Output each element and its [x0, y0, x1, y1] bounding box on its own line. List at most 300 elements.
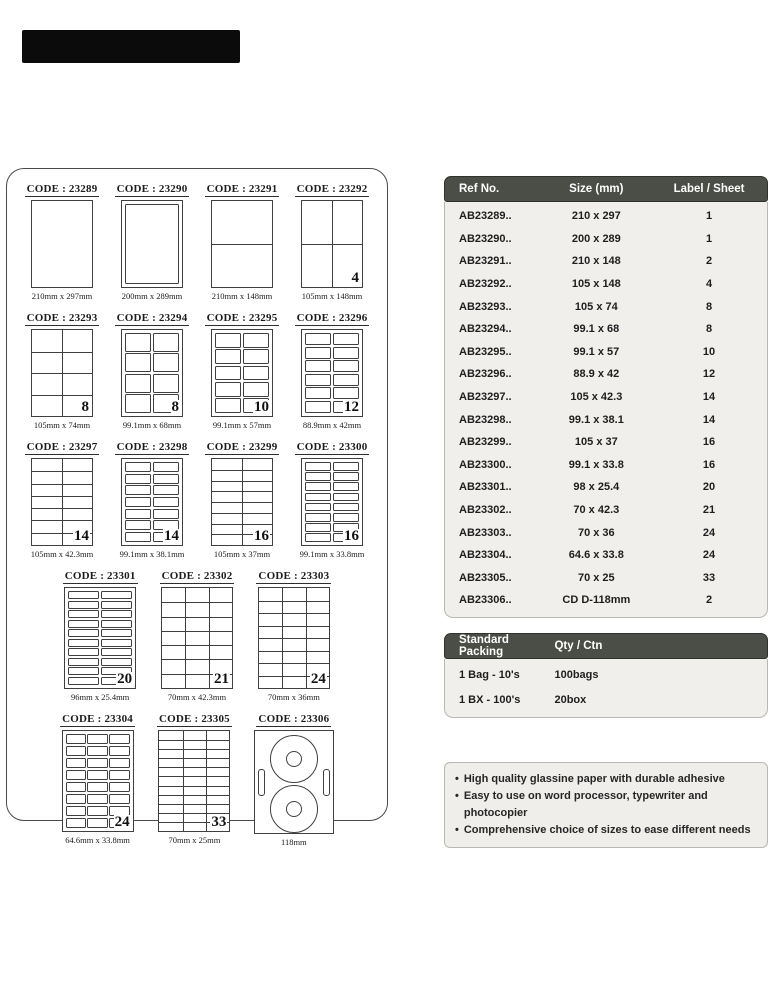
label-cell — [66, 806, 86, 816]
label-cell — [183, 813, 206, 822]
label-diagram-23291 — [197, 183, 287, 301]
table-row — [445, 589, 767, 612]
header-ref-no: Ref No. — [459, 183, 500, 195]
label-cell — [159, 758, 182, 767]
label-diagram-23304 — [60, 713, 135, 847]
label-cell — [333, 360, 359, 372]
cell-ref-no: AB23290.. — [459, 232, 512, 245]
table-row — [445, 228, 767, 251]
label-cell — [183, 731, 206, 740]
label-sheet-grid — [121, 329, 183, 417]
diagram-code: CODE : 23304 — [62, 713, 133, 725]
label-cell — [305, 374, 331, 386]
cell-ref-no: AB23293.. — [459, 300, 512, 313]
table-row — [445, 386, 767, 409]
label-cell — [68, 591, 99, 599]
cell-size: 64.6 x 33.8 — [568, 549, 624, 562]
header-size-mm: Size (mm) — [569, 183, 624, 195]
diagram-code: CODE : 23306 — [258, 713, 330, 725]
diagram-row — [7, 713, 387, 847]
header-standard-packing: Standard Packing — [459, 634, 509, 658]
label-cell — [68, 677, 99, 685]
cell-label-sheet: 4 — [705, 278, 713, 291]
label-cell — [159, 731, 182, 740]
label-cell — [162, 645, 185, 659]
label-cell — [206, 740, 229, 749]
label-cell — [209, 617, 232, 631]
cell-ref-no: AB23291.. — [459, 255, 512, 268]
label-cell — [332, 201, 362, 244]
cell-size: 99.1 x 68 — [573, 323, 620, 336]
label-count: 8 — [171, 399, 179, 415]
label-cell — [101, 629, 132, 637]
label-diagram-23294 — [107, 312, 197, 430]
diagram-row — [7, 570, 387, 702]
cell-ref-no: AB23304.. — [459, 549, 512, 562]
cell-size: 70 x 25 — [577, 571, 615, 584]
diagram-row — [7, 312, 387, 430]
label-cell — [183, 758, 206, 767]
cell-qty-ctn: 100bags — [554, 668, 599, 681]
table-row — [445, 544, 767, 567]
cell-ref-no: AB23296.. — [459, 368, 512, 381]
packing-table-body — [444, 659, 768, 718]
label-cell — [206, 749, 229, 758]
cell-label-sheet: 8 — [705, 300, 713, 313]
label-sheet-cd — [254, 730, 334, 834]
diagram-dimensions: 88.9mm x 42mm — [302, 420, 362, 430]
diagram-dimensions: 70mm x 36mm — [267, 692, 320, 702]
label-cell — [125, 497, 151, 507]
label-cell — [125, 532, 151, 542]
label-sheet-grid — [211, 200, 273, 288]
label-cell — [101, 591, 132, 599]
size-table — [444, 176, 768, 618]
label-cell — [306, 626, 329, 639]
label-cell — [62, 471, 92, 483]
label-cell — [259, 613, 282, 626]
label-cell — [66, 758, 86, 768]
diagram-code: CODE : 23299 — [206, 441, 278, 453]
size-table-header — [444, 176, 768, 202]
cell-ref-no: AB23289.. — [459, 210, 512, 223]
label-cell — [185, 645, 208, 659]
label-cell — [259, 676, 282, 689]
feature-item: • Easy to use on word processor, typewriter and photocopier — [455, 788, 757, 822]
cell-label-sheet: 24 — [702, 549, 716, 562]
label-cell — [32, 471, 62, 483]
label-diagram-23305 — [157, 713, 232, 847]
label-cell — [68, 639, 99, 647]
label-sheet-grid — [121, 200, 183, 288]
packing-table — [444, 633, 768, 718]
label-cell — [32, 533, 62, 545]
label-cell — [32, 330, 62, 352]
label-cell — [206, 804, 229, 813]
label-cell — [305, 482, 331, 491]
label-cell — [162, 659, 185, 673]
diagram-dimensions: 118mm — [281, 837, 307, 847]
cd-hole-icon — [286, 801, 302, 817]
redaction-bar — [22, 30, 240, 63]
label-cell — [282, 638, 305, 651]
label-cell — [62, 484, 92, 496]
label-diagram-23300 — [287, 441, 377, 559]
label-cell — [333, 347, 359, 359]
label-sheet-grid — [211, 458, 273, 546]
label-cell — [66, 794, 86, 804]
label-cell — [62, 459, 92, 471]
label-cell — [243, 349, 269, 364]
table-row — [445, 454, 767, 477]
label-diagram-23302 — [160, 570, 235, 702]
label-cell — [212, 459, 242, 470]
label-cell — [183, 767, 206, 776]
label-cell — [153, 333, 179, 352]
label-cell — [68, 648, 99, 656]
cell-label-sheet: 14 — [702, 391, 716, 404]
cell-ref-no: AB23292.. — [459, 278, 512, 291]
label-cell — [212, 513, 242, 524]
label-count: 8 — [81, 399, 89, 415]
label-cell — [209, 631, 232, 645]
label-cell — [282, 601, 305, 614]
label-cell — [32, 496, 62, 508]
label-cell — [101, 658, 132, 666]
label-cell — [101, 648, 132, 656]
label-cell — [306, 638, 329, 651]
label-cell — [159, 767, 182, 776]
label-cell — [87, 770, 107, 780]
label-cell — [125, 520, 151, 530]
label-cell — [209, 645, 232, 659]
diagram-row — [7, 441, 387, 559]
label-cell — [206, 795, 229, 804]
diagram-code: CODE : 23289 — [26, 183, 98, 195]
label-cell — [32, 484, 62, 496]
label-count: 24 — [310, 671, 326, 687]
label-cell — [333, 513, 359, 522]
label-cell — [305, 333, 331, 345]
label-diagram-23292 — [287, 183, 377, 301]
label-cell — [183, 749, 206, 758]
label-cell — [282, 588, 305, 601]
diagram-dimensions: 105mm x 74mm — [33, 420, 91, 430]
label-cell — [206, 731, 229, 740]
label-count: 33 — [211, 814, 227, 830]
label-cell — [305, 401, 331, 413]
label-diagram-23295 — [197, 312, 287, 430]
cd-disc-icon — [270, 735, 318, 783]
label-sheet-grid — [31, 329, 93, 417]
label-cell — [305, 387, 331, 399]
label-count: 16 — [254, 528, 269, 544]
cd-side-tab — [258, 769, 265, 796]
label-cell — [68, 658, 99, 666]
table-row — [445, 567, 767, 590]
header-qty-ctn: Qty / Ctn — [554, 640, 603, 652]
label-count: 10 — [254, 399, 269, 415]
label-cell — [333, 387, 359, 399]
label-cell — [125, 333, 151, 352]
label-cell — [212, 524, 242, 535]
label-cell — [305, 472, 331, 481]
cell-qty-ctn: 20box — [554, 693, 587, 706]
cell-size: 105 x 42.3 — [570, 391, 623, 404]
label-cell — [62, 330, 92, 352]
label-cell — [333, 503, 359, 512]
label-cell — [183, 786, 206, 795]
label-sheet-grid — [62, 730, 134, 832]
diagram-code: CODE : 23301 — [64, 570, 136, 582]
label-cell — [159, 813, 182, 822]
label-cell — [162, 674, 185, 688]
label-cell — [212, 201, 272, 244]
label-cell — [162, 602, 185, 616]
cell-label-sheet: 24 — [702, 526, 716, 539]
cell-ref-no: AB23306.. — [459, 594, 512, 607]
label-cell — [185, 631, 208, 645]
label-cell — [66, 734, 86, 744]
label-cell — [62, 352, 92, 374]
label-sheet-grid — [301, 329, 363, 417]
diagram-code: CODE : 23291 — [206, 183, 278, 195]
label-cell — [259, 626, 282, 639]
label-cell — [185, 617, 208, 631]
label-cell — [62, 373, 92, 395]
cell-ref-no: AB23301.. — [459, 481, 512, 494]
diagram-dimensions: 105mm x 42.3mm — [30, 549, 94, 559]
cell-label-sheet: 16 — [702, 458, 716, 471]
diagram-code: CODE : 23293 — [26, 312, 98, 324]
diagram-code: CODE : 23298 — [116, 441, 188, 453]
table-row — [445, 499, 767, 522]
diagram-dimensions: 99.1mm x 38.1mm — [119, 549, 185, 559]
diagram-code: CODE : 23305 — [159, 713, 230, 725]
cell-size: 105 x 37 — [574, 436, 618, 449]
cell-label-sheet: 14 — [702, 413, 716, 426]
cd-side-tab — [323, 769, 330, 796]
label-cell — [259, 588, 282, 601]
cell-packing: 1 Bag - 10's — [459, 668, 520, 681]
label-cell — [109, 782, 129, 792]
label-cell — [32, 352, 62, 374]
label-cell — [159, 786, 182, 795]
label-cell — [333, 374, 359, 386]
label-cell — [32, 508, 62, 520]
label-cell — [68, 620, 99, 628]
label-cell — [305, 503, 331, 512]
label-cell — [101, 620, 132, 628]
label-cell — [333, 482, 359, 491]
cell-ref-no: AB23302.. — [459, 504, 512, 517]
label-cell — [125, 204, 179, 284]
diagram-dimensions: 200mm x 289mm — [121, 291, 183, 301]
cell-size: 105 x 74 — [574, 300, 618, 313]
label-count: 20 — [117, 671, 133, 687]
label-cell — [62, 508, 92, 520]
cell-label-sheet: 1 — [705, 232, 713, 245]
label-cell — [32, 373, 62, 395]
table-row — [445, 318, 767, 341]
label-cell — [87, 782, 107, 792]
label-cell — [87, 818, 107, 828]
cell-size: CD D-118mm — [562, 594, 631, 607]
label-sheet-grid — [161, 587, 233, 689]
label-cell — [259, 601, 282, 614]
cell-size: 98 x 25.4 — [573, 481, 620, 494]
cell-label-sheet: 8 — [705, 323, 713, 336]
cell-size: 99.1 x 33.8 — [568, 458, 624, 471]
label-cell — [242, 481, 272, 492]
cell-size: 70 x 42.3 — [573, 504, 620, 517]
label-cell — [125, 462, 151, 472]
label-count: 4 — [351, 270, 359, 286]
label-cell — [305, 533, 331, 542]
label-cell — [183, 804, 206, 813]
cell-label-sheet: 20 — [702, 481, 716, 494]
label-cell — [212, 534, 242, 545]
label-cell — [243, 366, 269, 381]
cell-size: 105 x 148 — [571, 278, 621, 291]
table-row — [445, 408, 767, 431]
label-cell — [87, 758, 107, 768]
label-cell — [333, 333, 359, 345]
label-cell — [159, 749, 182, 758]
cell-ref-no: AB23305.. — [459, 571, 512, 584]
label-cell — [215, 398, 241, 413]
cell-ref-no: AB23297.. — [459, 391, 512, 404]
label-cell — [32, 459, 62, 471]
cell-ref-no: AB23300.. — [459, 458, 512, 471]
label-cell — [333, 472, 359, 481]
label-cell — [305, 360, 331, 372]
diagram-code: CODE : 23302 — [161, 570, 233, 582]
label-cell — [212, 491, 242, 502]
label-cell — [242, 513, 272, 524]
label-cell — [87, 734, 107, 744]
label-cell — [153, 485, 179, 495]
feature-item: • Comprehensive choice of sizes to ease different needs — [455, 822, 757, 839]
label-diagram-23301 — [63, 570, 138, 702]
label-cell — [125, 353, 151, 372]
cell-size: 99.1 x 57 — [573, 345, 620, 358]
cell-size: 200 x 289 — [571, 232, 621, 245]
diagram-code: CODE : 23292 — [296, 183, 368, 195]
label-cell — [305, 347, 331, 359]
label-diagram-23293 — [17, 312, 107, 430]
table-row — [445, 521, 767, 544]
label-cell — [109, 770, 129, 780]
packing-table-header — [444, 633, 768, 659]
label-count: 21 — [213, 671, 229, 687]
label-cell — [209, 588, 232, 602]
label-count: 16 — [344, 528, 359, 544]
label-cell — [282, 626, 305, 639]
table-row — [445, 431, 767, 454]
diagram-dimensions: 99.1mm x 33.8mm — [299, 549, 365, 559]
table-row — [445, 273, 767, 296]
cell-size: 210 x 148 — [571, 255, 621, 268]
features-box — [444, 762, 768, 848]
cell-label-sheet: 21 — [702, 504, 716, 517]
label-diagrams-panel — [6, 168, 388, 847]
label-cell — [162, 617, 185, 631]
label-cell — [68, 629, 99, 637]
label-cell — [159, 795, 182, 804]
label-cell — [153, 497, 179, 507]
label-cell — [153, 353, 179, 372]
label-cell — [159, 822, 182, 831]
label-cell — [282, 651, 305, 664]
label-count: 24 — [114, 814, 130, 830]
diagram-dimensions: 96mm x 25.4mm — [70, 692, 130, 702]
table-row — [445, 205, 767, 228]
label-cell — [185, 602, 208, 616]
label-cell — [153, 474, 179, 484]
label-cell — [101, 639, 132, 647]
label-cell — [125, 509, 151, 519]
label-cell — [242, 470, 272, 481]
label-cell — [109, 746, 129, 756]
label-cell — [66, 746, 86, 756]
label-cell — [305, 493, 331, 502]
label-sheet-grid — [158, 730, 230, 832]
label-cell — [159, 804, 182, 813]
packing-row — [445, 687, 767, 712]
diagram-code: CODE : 23290 — [116, 183, 188, 195]
label-cell — [306, 588, 329, 601]
label-cell — [125, 485, 151, 495]
label-cell — [109, 794, 129, 804]
label-cell — [206, 776, 229, 785]
label-cell — [282, 613, 305, 626]
label-cell — [109, 734, 129, 744]
label-cell — [153, 374, 179, 393]
label-cell — [87, 746, 107, 756]
diagram-code: CODE : 23300 — [296, 441, 368, 453]
label-cell — [305, 462, 331, 471]
label-cell — [333, 493, 359, 502]
cell-ref-no: AB23303.. — [459, 526, 512, 539]
label-cell — [66, 782, 86, 792]
label-cell — [212, 502, 242, 513]
label-cell — [242, 502, 272, 513]
label-cell — [183, 822, 206, 831]
cell-size: 210 x 297 — [571, 210, 621, 223]
label-cell — [306, 613, 329, 626]
label-count: 12 — [344, 399, 359, 415]
label-cell — [259, 638, 282, 651]
label-cell — [209, 602, 232, 616]
label-cell — [125, 394, 151, 413]
diagram-dimensions: 70mm x 25mm — [168, 835, 221, 845]
diagram-code: CODE : 23297 — [26, 441, 98, 453]
label-cell — [306, 651, 329, 664]
label-cell — [243, 333, 269, 348]
cell-label-sheet: 1 — [705, 210, 713, 223]
cell-label-sheet: 2 — [705, 594, 713, 607]
label-sheet-grid — [301, 458, 363, 546]
cell-label-sheet: 2 — [705, 255, 713, 268]
label-cell — [32, 395, 62, 417]
label-cell — [282, 663, 305, 676]
cell-ref-no: AB23295.. — [459, 345, 512, 358]
label-cell — [68, 667, 99, 675]
diagram-dimensions: 105mm x 148mm — [301, 291, 363, 301]
label-cell — [243, 382, 269, 397]
diagram-code: CODE : 23294 — [116, 312, 188, 324]
